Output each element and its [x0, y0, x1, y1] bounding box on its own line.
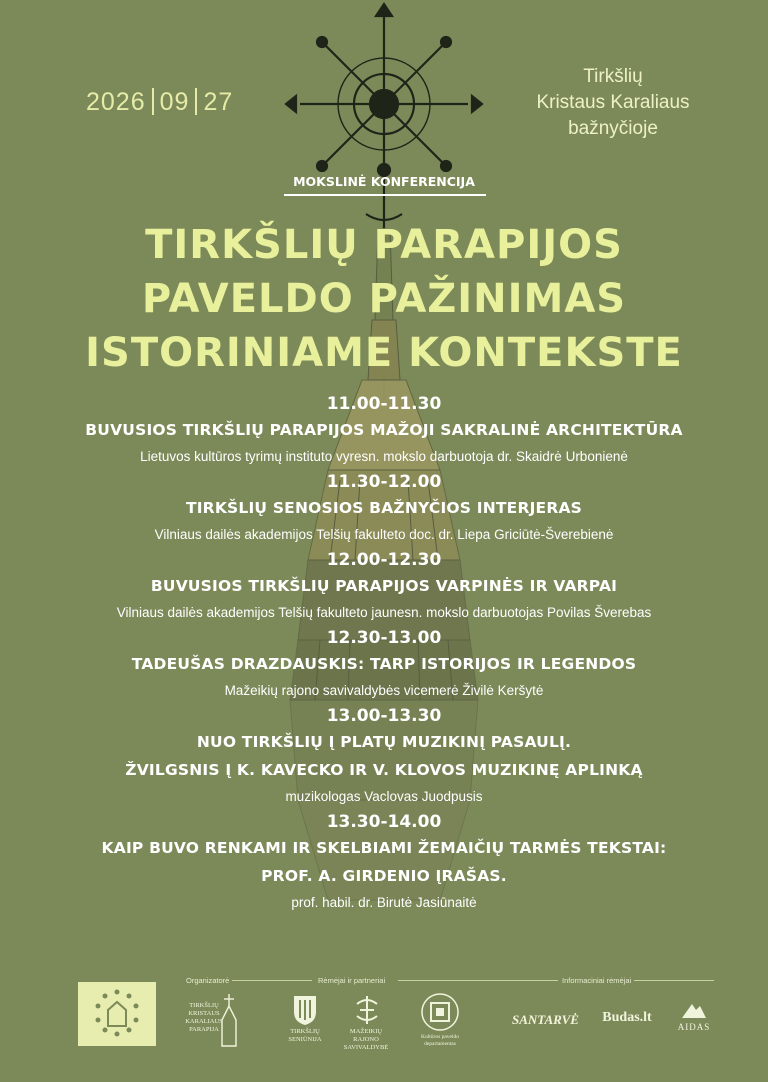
seniunija-logo — [280, 1028, 330, 1044]
date-month: 09 — [159, 88, 190, 116]
heritage-logo — [412, 1034, 468, 1048]
talk-title: TADEUŠAS DRAZDAUSKIS: TARP ISTORIJOS IR LEGENDOS — [131, 655, 637, 673]
municipality-emblem-icon — [352, 994, 382, 1026]
footer-rule — [398, 980, 558, 981]
talk-time: 11.00-11.30 — [326, 394, 442, 414]
title-line: PAVELDO PAŽINIMAS — [141, 276, 627, 322]
conference-subtitle: MOKSLINĖ KONFERENCIJA — [293, 174, 475, 189]
logo-line: Kultūros paveldo — [420, 1034, 460, 1040]
talk-speaker: muzikologas Vaclovas Juodpusis — [285, 789, 483, 804]
municipality-logo — [336, 1028, 396, 1052]
sponsors-footer — [0, 976, 768, 1082]
stars-logo — [78, 982, 156, 1046]
aidas-mountain-icon — [680, 1000, 708, 1020]
logo-line: departamentas — [424, 1041, 456, 1047]
subtitle-underline — [284, 194, 486, 196]
venue-line: bažnyčioje — [568, 118, 658, 139]
talk-speaker: prof. habil. dr. Birutė Jasiūnaitė — [291, 895, 477, 910]
title-line: ISTORINIAME KONTEKSTE — [85, 330, 683, 376]
logo-line: TIRKŠLIŲ — [189, 1002, 219, 1009]
media-label: Informaciniai rėmėjai — [562, 976, 632, 985]
date-separator — [195, 88, 197, 115]
logo-line: SENIŪNIJA — [288, 1036, 322, 1043]
coat-of-arms-icon — [292, 994, 318, 1026]
organizer-label: Organizatorė — [186, 976, 230, 985]
conference-title — [0, 218, 768, 380]
date-year: 2026 — [86, 88, 146, 116]
logo-line: KRISTAUS — [188, 1010, 220, 1017]
event-date — [86, 88, 233, 117]
talk-title: BUVUSIOS TIRKŠLIŲ PARAPIJOS VARPINĖS IR VARPAI — [150, 577, 618, 595]
program-item — [0, 392, 768, 470]
event-venue — [528, 64, 698, 142]
talk-time: 13.30-14.00 — [326, 812, 442, 832]
talk-title: NUO TIRKŠLIŲ Į PLATŲ MUZIKINĮ PASAULĮ. — [196, 733, 572, 751]
footer-rule — [634, 980, 714, 981]
logo-line: RAJONO — [353, 1036, 379, 1043]
venue-line: Tirkšlių — [583, 66, 643, 87]
talk-speaker: Vilniaus dailės akademijos Telšių fakulteto jaunesn. mokslo darbuotojas Povilas Šverebas — [116, 605, 652, 620]
logo-line: PARAPIJA — [189, 1026, 219, 1033]
date-separator — [152, 88, 154, 115]
logo-line: TIRKŠLIŲ — [290, 1028, 320, 1035]
talk-time: 12.30-13.00 — [326, 628, 442, 648]
talk-time: 13.00-13.30 — [326, 706, 442, 726]
partners-label: Rėmėjai ir partneriai — [318, 976, 386, 985]
church-icon — [214, 992, 244, 1048]
talk-speaker: Lietuvos kultūros tyrimų instituto vyresn. mokslo darbuotoja dr. Skaidrė Urbonienė — [140, 449, 628, 464]
program-item — [0, 626, 768, 704]
talk-speaker: Vilniaus dailės akademijos Telšių fakulteto doc. dr. Liepa Griciūtė-Šverebienė — [154, 527, 614, 542]
heritage-department-icon — [420, 992, 460, 1032]
aidas-logo: AIDAS — [677, 1022, 711, 1032]
program-item — [0, 704, 768, 810]
footer-rule — [232, 980, 312, 981]
talk-title: PROF. A. GIRDENIO ĮRAŠAS. — [261, 867, 507, 885]
date-day: 27 — [203, 88, 234, 116]
logo-line: MAŽEIKIŲ — [349, 1028, 383, 1035]
title-line: TIRKŠLIŲ PARAPIJOS — [145, 222, 623, 268]
talk-title: KAIP BUVO RENKAMI IR SKELBIAMI ŽEMAIČIŲ TARMĖS TEKSTAI: — [101, 839, 667, 857]
talk-title: ŽVILGSNIS Į K. KAVECKO IR V. KLOVOS MUZIKINĘ APLINKĄ — [125, 761, 643, 779]
program-list — [0, 392, 768, 916]
talk-time: 11.30-12.00 — [326, 472, 442, 492]
talk-title: TIRKŠLIŲ SENOSIOS BAŽNYČIOS INTERJERAS — [185, 499, 583, 517]
venue-line: Kristaus Karaliaus — [536, 92, 690, 113]
talk-time: 12.00-12.30 — [326, 550, 442, 570]
program-item — [0, 810, 768, 916]
talk-speaker: Mažeikių rajono savivaldybės vicemerė Živilė Keršytė — [224, 683, 544, 698]
program-item — [0, 470, 768, 548]
logo-line: SAVIVALDYBĖ — [343, 1044, 389, 1051]
talk-title: BUVUSIOS TIRKŠLIŲ PARAPIJOS MAŽOJI SAKRALINĖ ARCHITEKTŪRA — [85, 421, 683, 439]
santarve-logo: SANTARVĖ — [512, 1012, 579, 1027]
program-item — [0, 548, 768, 626]
budas-logo: Budas.lt — [602, 1010, 652, 1025]
logo-line: KARALIAUS — [185, 1018, 223, 1025]
stars-circle-icon — [78, 982, 156, 1046]
